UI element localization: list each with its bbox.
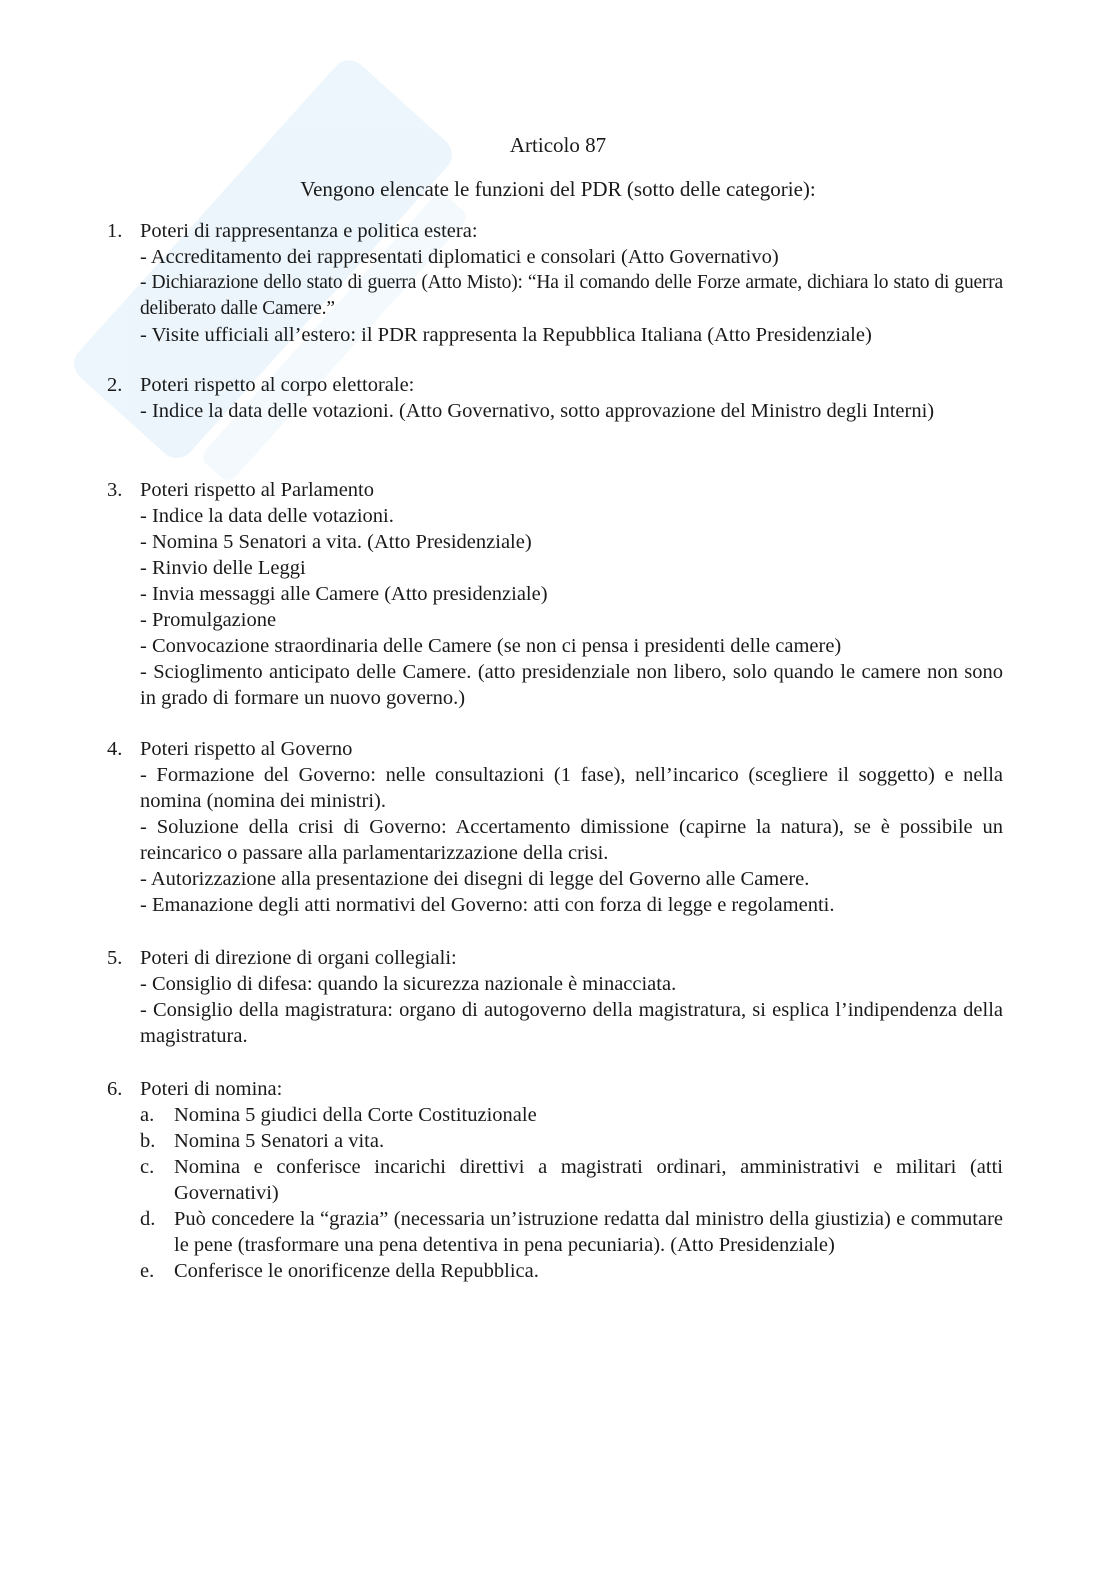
section-heading: Poteri rispetto al Parlamento	[140, 479, 374, 501]
sub-list	[140, 1102, 1003, 1284]
page-subtitle: Vengono elencate le funzioni del PDR (sotto delle categorie):	[300, 177, 816, 201]
list-item: - Formazione del Governo: nelle consultazioni (1 fase), nell’incarico (scegliere il soggetto) e nella nomina (nomina dei ministri).	[140, 764, 1003, 812]
sub-list-item	[140, 1154, 1003, 1206]
list-item: - Promulgazione	[140, 609, 277, 631]
list-item: - Dichiarazione dello stato di guerra (Atto Misto): “Ha il comando delle Forze armate, dichiara lo stato di guerra deliberato dalle Camere.”	[140, 272, 1003, 319]
list-item: - Accreditamento dei rappresentati diplomatici e consolari (Atto Governativo)	[140, 246, 779, 268]
section-heading: Poteri di nomina:	[140, 1078, 283, 1100]
section-heading: Poteri rispetto al corpo elettorale:	[140, 374, 415, 396]
sub-list-text: Nomina 5 Senatori a vita.	[174, 1130, 385, 1152]
page-title: Articolo 87	[509, 133, 607, 157]
list-item: - Indice la data delle votazioni. (Atto Governativo, sotto approvazione del Ministro degli Interni)	[140, 400, 935, 422]
sub-list-letter: a.	[140, 1104, 155, 1126]
section-heading: Poteri rispetto al Governo	[140, 738, 353, 760]
list-item: - Visite ufficiali all’estero: il PDR rappresenta la Repubblica Italiana (Atto Presidenziale)	[140, 324, 872, 346]
sub-list-letter: c.	[140, 1156, 155, 1178]
section-heading: Poteri di direzione di organi collegiali:	[140, 947, 457, 969]
list-item: - Indice la data delle votazioni.	[140, 505, 394, 527]
section-number: 5.	[107, 947, 123, 969]
section-number: 3.	[107, 479, 123, 501]
sub-list-item	[140, 1102, 1003, 1128]
list-item: - Consiglio di difesa: quando la sicurezza nazionale è minacciata.	[140, 973, 677, 995]
list-item: - Emanazione degli atti normativi del Governo: atti con forza di legge e regolamenti.	[140, 894, 835, 916]
section-number: 6.	[107, 1078, 123, 1100]
section-number: 1.	[107, 220, 123, 242]
list-item: - Soluzione della crisi di Governo: Accertamento dimissione (capirne la natura), se è possibile un reincarico o passare alla parlamentarizzazione della crisi.	[140, 816, 1003, 864]
sub-list-letter: d.	[140, 1208, 156, 1230]
sub-list-text: Nomina 5 giudici della Corte Costituzionale	[174, 1104, 537, 1126]
sub-list-item	[140, 1258, 1003, 1284]
list-item: - Consiglio della magistratura: organo di autogoverno della magistratura, si esplica l’indipendenza della magistratura.	[140, 999, 1003, 1047]
section-number: 4.	[107, 738, 123, 760]
sub-list-letter: e.	[140, 1260, 155, 1282]
sub-list-item	[140, 1128, 1003, 1154]
section-number: 2.	[107, 374, 123, 396]
sub-list-text: Può concedere la “grazia” (necessaria un’istruzione redatta dal ministro della giustizia) e commutare le pene (trasformare una pena detentiva in pena pecuniaria). (Atto Presidenziale)	[174, 1208, 1003, 1256]
sub-list-text: Nomina e conferisce incarichi direttivi a magistrati ordinari, amministrativi e militari (atti Governativi)	[174, 1156, 1003, 1204]
list-item: - Scioglimento anticipato delle Camere. (atto presidenziale non libero, solo quando le camere non sono in grado di formare un nuovo governo.)	[140, 661, 1003, 709]
list-item: - Autorizzazione alla presentazione dei disegni di legge del Governo alle Camere.	[140, 868, 810, 890]
sub-list-letter: b.	[140, 1130, 156, 1152]
list-item: - Convocazione straordinaria delle Camere (se non ci pensa i presidenti delle camere)	[140, 635, 842, 657]
sub-list-item	[140, 1206, 1003, 1258]
section-heading: Poteri di rappresentanza e politica estera:	[140, 220, 478, 242]
sub-list-text: Conferisce le onorificenze della Repubblica.	[174, 1260, 539, 1282]
list-item: - Rinvio delle Leggi	[140, 557, 306, 579]
list-item: - Nomina 5 Senatori a vita. (Atto Presidenziale)	[140, 531, 532, 553]
list-item: - Invia messaggi alle Camere (Atto presidenziale)	[140, 583, 548, 605]
